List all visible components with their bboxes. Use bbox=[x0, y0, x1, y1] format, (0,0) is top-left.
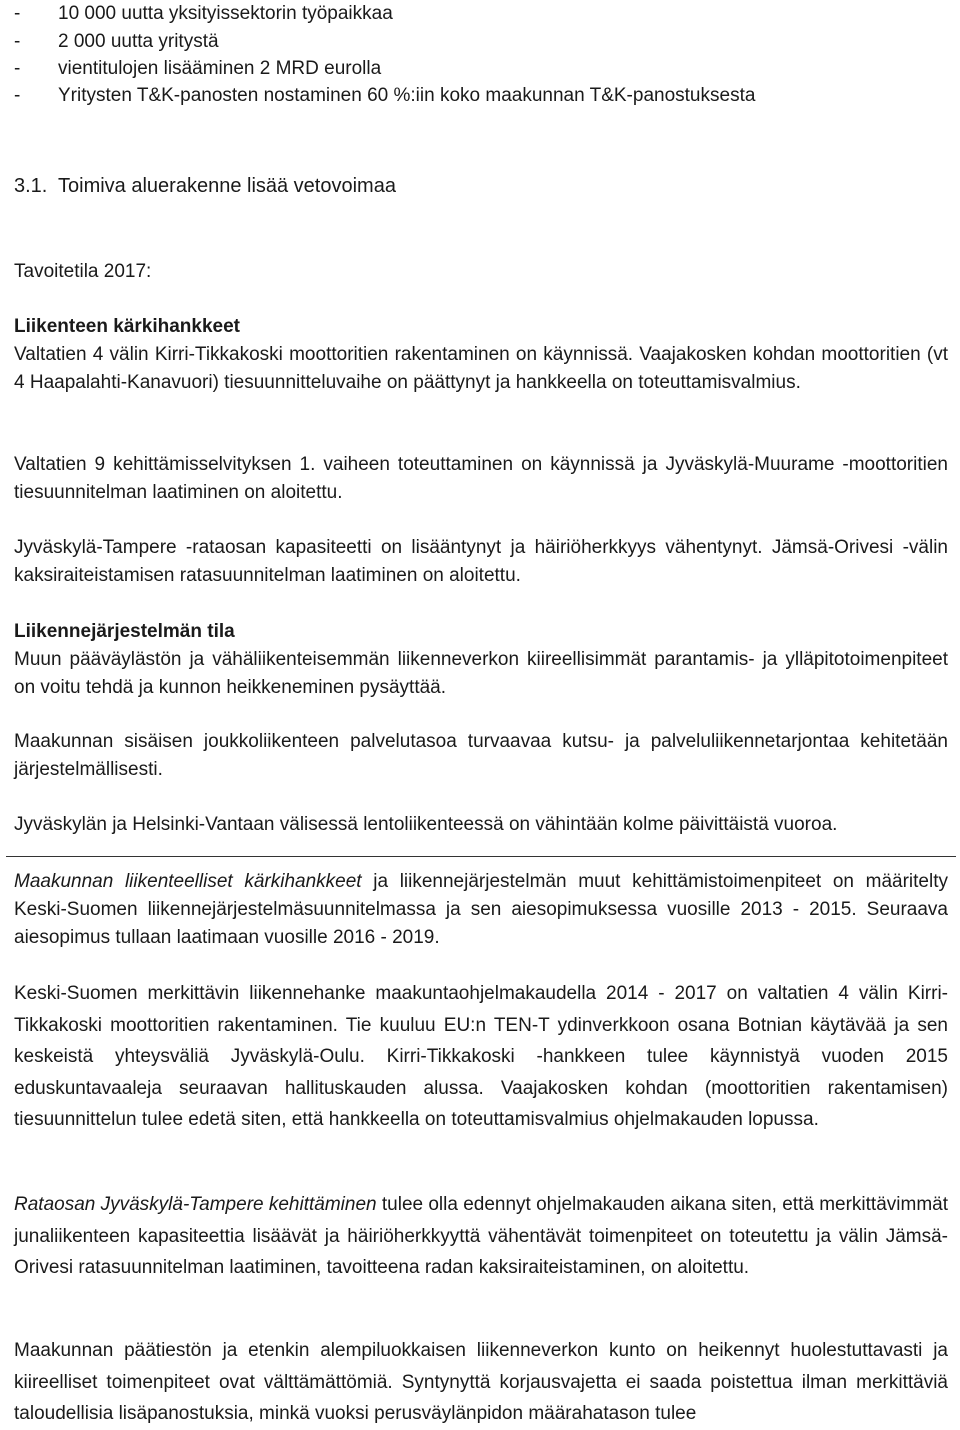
target-state-label: Tavoitetila 2017: bbox=[14, 261, 152, 282]
bullet-dash: - bbox=[14, 85, 21, 106]
box-bottom-rule bbox=[6, 856, 956, 857]
box-paragraph: Muun pääväylästön ja vähäliikenteisemmän liikenneverkon kiireellisimmät parantamis- ja ylläpitotoimenpiteet on voitu tehdä ja kunnon heikkeneminen pysäyttää. bbox=[14, 649, 948, 698]
box-paragraph: Valtatien 9 kehittämisselvityksen 1. vaiheen toteuttaminen on käynnissä ja Jyväskylä-Muurame -moottoritien tiesuunnitelman laatiminen on aloitettu. bbox=[14, 454, 948, 503]
section-heading bbox=[14, 174, 396, 198]
bullet-dash: - bbox=[14, 31, 21, 52]
body-paragraph: Keski-Suomen merkittävin liikennehanke maakuntaohjelmakaudella 2014 - 2017 on valtatien 4 välin Kirri-Tikkakoski moottoritien rakentaminen. Tie kuuluu EU:n TEN-T ydinverkkoon osana Botnian käytävää ja sen keskeistä yhteysväliä Jyväskylä-Oulu. Kirri-Tikkakoski -hankkeen tulee käynnistyä vuoden 2015 eduskuntavaaleja seuraavan hallituskauden alussa. Vaajakosken kohdan (moottoritien rakentamisen) tiesuunnittelun tulee edetä siten, että hankkeella on toteuttamisvalmius ohjelmakauden lopussa. bbox=[14, 983, 948, 1130]
list-item: - vientitulojen lisääminen 2 MRD eurolla bbox=[14, 58, 382, 79]
box-paragraph: Valtatien 4 välin Kirri-Tikkakoski moottoritien rakentaminen on käynnissä. Vaajakosken kohdan moottoritien (vt 4 Haapalahti-Kanavuori) tiesuunnitteluvaihe on päättynyt ja hankkeella on toteuttamisvalmius. bbox=[14, 344, 948, 393]
box-paragraph: Jyväskylän ja Helsinki-Vantaan välisessä lentoliikenteessä on vähintään kolme päivittäistä vuoroa. bbox=[14, 814, 838, 835]
emphasis: Maakunnan liikenteelliset kärkihankkeet bbox=[14, 871, 362, 892]
box-heading-key-projects: Liikenteen kärkihankkeet bbox=[14, 316, 240, 337]
bullet-dash: - bbox=[14, 3, 21, 24]
list-item: - Yritysten T&K-panosten nostaminen 60 %:iin koko maakunnan T&K-panostuksesta bbox=[14, 85, 756, 106]
section-title: Toimiva aluerakenne lisää vetovoimaa bbox=[58, 175, 396, 197]
emphasis: Rataosan Jyväskylä-Tampere kehittäminen bbox=[14, 1194, 377, 1215]
section-number: 3.1. bbox=[14, 175, 48, 197]
body-paragraph: Maakunnan päätiestön ja etenkin alempiluokkaisen liikenneverkon kunto on heikennyt huolestuttavasti ja kiireelliset toimenpiteet ovat välttämättömiä. Syntynyttä korjausvajetta ei saada poistettua ilman merkittäviä taloudellisia lisäpanostuksia, minkä vuoksi perusväylänpidon määrahatason tulee bbox=[14, 1340, 948, 1424]
box-heading-transport-system: Liikennejärjestelmän tila bbox=[14, 621, 235, 642]
list-item: - 2 000 uutta yritystä bbox=[14, 31, 219, 52]
box-paragraph: Maakunnan sisäisen joukkoliikenteen palvelutasoa turvaavaa kutsu- ja palveluliikennetarjontaa kehitetään järjestelmällisesti. bbox=[14, 731, 948, 780]
body-paragraph: Rataosan Jyväskylä-Tampere kehittäminen tulee olla edennyt ohjelmakauden aikana siten, että merkittävimmät junaliikenteen kapasiteettia lisäävät ja häiriöherkkyyttä vähentävät toimenpiteet on toteutettu ja välin Jämsä-Orivesi ratasuunnitelman laatiminen, tavoitteena radan kaksiraiteistaminen, on aloitettu. bbox=[14, 1194, 948, 1278]
list-item: - 10 000 uutta yksityissektorin työpaikkaa bbox=[14, 3, 393, 24]
body-paragraph: Maakunnan liikenteelliset kärkihankkeet ja liikennejärjestelmän muut kehittämistoimenpiteet on määritelty Keski-Suomen liikennejärjestelmäsuunnitelmassa ja sen aiesopimuksessa vuosille 2013 - 2015. Seuraava aiesopimus tullaan laatimaan vuosille 2016 - 2019. bbox=[14, 871, 948, 948]
box-paragraph: Jyväskylä-Tampere -rataosan kapasiteetti on lisääntynyt ja häiriöherkkyys vähentynyt. Jämsä-Orivesi -välin kaksiraiteistamisen ratasuunnitelman laatiminen on aloitettu. bbox=[14, 537, 948, 586]
bullet-dash: - bbox=[14, 58, 21, 79]
